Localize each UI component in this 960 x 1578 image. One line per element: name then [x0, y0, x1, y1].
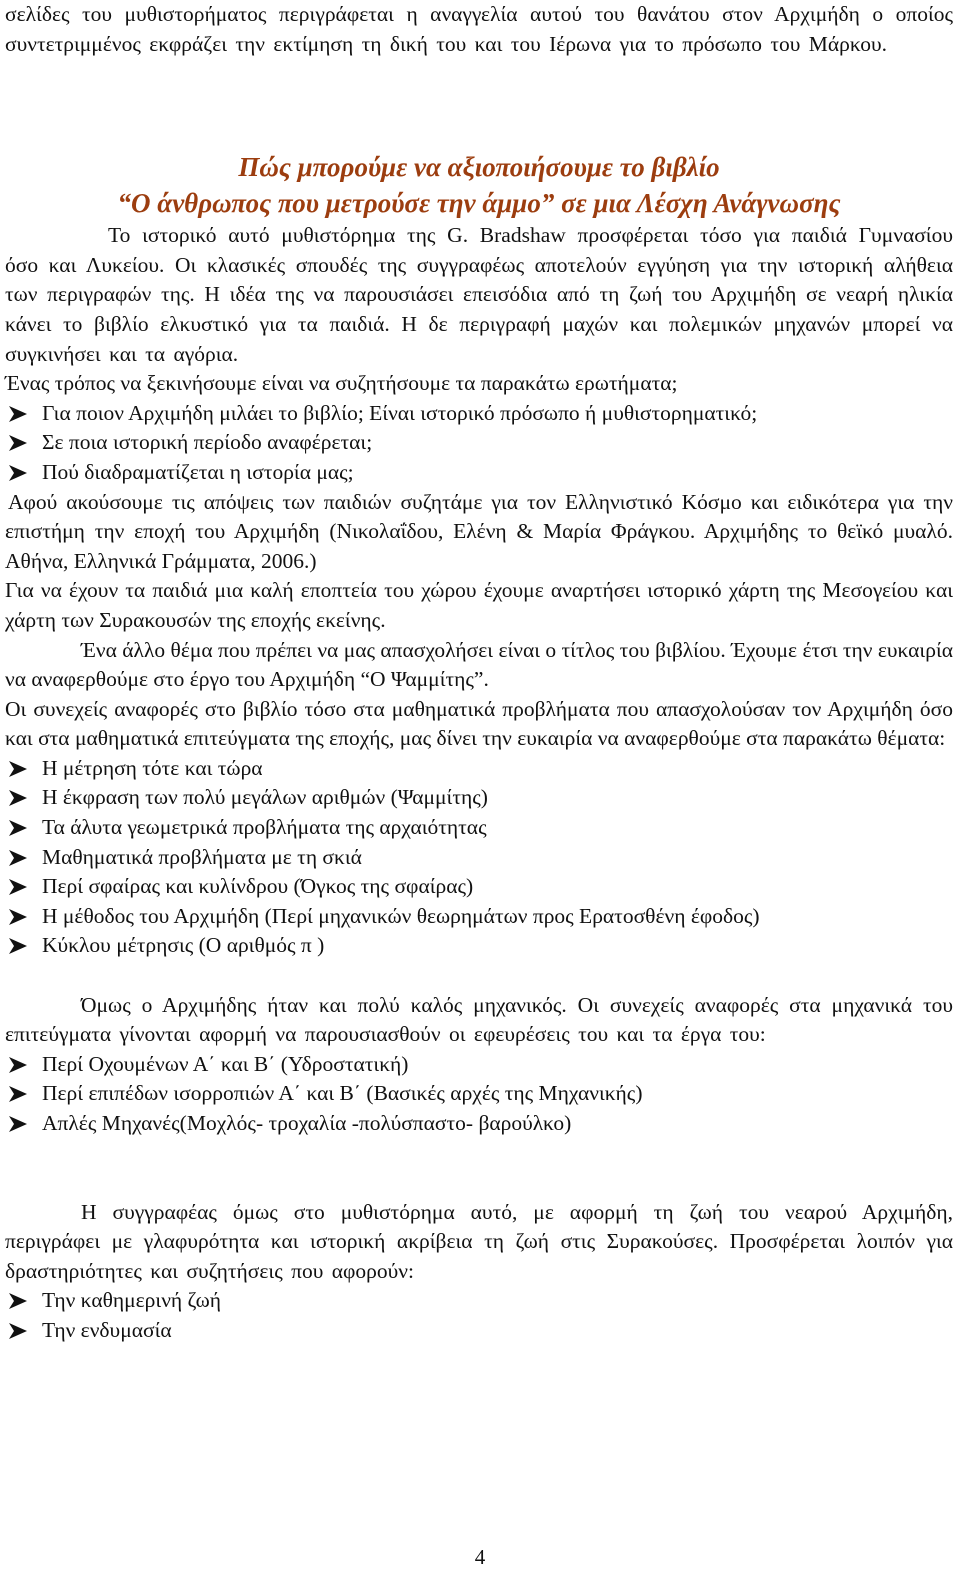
paragraph-hellenistic: Αφού ακούσουμε τις απόψεις των παιδιών συζητάμε για τον Ελληνιστικό Κόσμο και ειδικότερα για την επιστήμη την εποχή του Αρχιμήδη (Νικολαΐδου, Ελένη & Μαρία Φράγκου. Αρχιμήδης το θεϊκό μυαλό. Αθήνα, Ελληνικά Γράμματα, 2006.) — [5, 489, 953, 573]
spacer — [5, 1139, 953, 1198]
arrow-bullet-icon — [7, 1286, 31, 1310]
arrow-bullet-icon — [7, 872, 31, 896]
arrow-bullet-icon — [7, 399, 31, 423]
list-item — [5, 843, 953, 873]
paragraph-math: Οι συνεχείς αναφορές στο βιβλίο τόσο στα μαθηματικά προβλήματα που απασχολούσαν τον Αρχιμήδη όσο και στα μαθηματικά επιτεύγματα της εποχής, μας δίνει την ευκαιρία να αναφερθούμε στα παρακάτω θέματα: — [5, 696, 953, 751]
activities-list — [5, 1286, 953, 1345]
list-item-text: Η μέτρηση τότε και τώρα — [42, 755, 263, 780]
list-item-text: Απλές Μηχανές(Μοχλός- τροχαλία -πολύσπαστο- βαρούλκο) — [42, 1111, 572, 1135]
list-item — [5, 783, 953, 813]
arrow-bullet-icon — [7, 1316, 31, 1340]
page-number: 4 — [474, 1545, 486, 1569]
arrow-bullet-icon — [7, 931, 31, 955]
list-item — [5, 1050, 953, 1080]
section-heading — [5, 149, 953, 221]
list-item — [5, 1109, 953, 1139]
paragraph-intro-book: Το ιστορικό αυτό μυθιστόρημα της G. Bradshaw προσφέρεται τόσο για παιδιά Γυμνασίου όσο και Λυκείου. Οι κλασικές σπουδές της συγγραφέως αποτελούν εγγύηση για την ιστορική αλήθεια των περιγραφών της. Η ιδέα της να παρουσιάσει επεισόδια από τη ζωή του Αρχιμήδη σε νεαρή ηλικία κάνει το βιβλίο ελκυστικό για τα παιδιά. Η δε περιγραφή μαχών και πολεμικών μηχανών μπορεί να συγκινήσει και τα αγόρια. — [5, 223, 953, 366]
list-item-text: Για ποιον Αρχιμήδη μιλάει το βιβλίο; Είναι ιστορικό πρόσωπο ή μυθιστορηματικό; — [42, 400, 758, 425]
list-item-text: Πού διαδραματίζεται η ιστορία μας; — [42, 459, 354, 484]
arrow-bullet-icon — [7, 843, 31, 867]
paragraph-title: Ένα άλλο θέμα που πρέπει να μας απασχολήσει είναι ο τίτλος του βιβλίου. Έχουμε έτσι την ευκαιρία να αναφερθούμε στο έργο του Αρχιμήδη “Ο Ψαμμίτης”. — [5, 637, 953, 692]
list-item-text: Κύκλου μέτρησις (Ο αριθμός π ) — [42, 933, 325, 958]
list-item-text: Σε ποια ιστορική περίοδο αναφέρεται; — [42, 430, 373, 455]
arrow-bullet-icon — [7, 783, 31, 807]
arrow-bullet-icon — [7, 902, 31, 926]
heading-line-2: “Ο άνθρωπος που μετρούσε την άμμο” σε μια Λέσχη Ανάγνωσης — [117, 188, 841, 219]
heading-line-1: Πώς μπορούμε να αξιοποιήσουμε το βιβλίο — [238, 152, 720, 183]
list-item — [5, 1316, 953, 1346]
spacer — [5, 961, 953, 991]
arrow-bullet-icon — [7, 428, 31, 452]
list-item — [5, 813, 953, 843]
list-item — [5, 428, 953, 458]
arrow-bullet-icon — [7, 1109, 31, 1133]
list-item-text: Περί επιπέδων ισορροπιών Α΄ και Β΄ (Βασικές αρχές της Μηχανικής) — [42, 1081, 643, 1106]
list-item-text: Την καθημερινή ζωή — [42, 1288, 222, 1313]
document-page — [5, 0, 953, 1346]
list-item-text: Την ενδυμασία — [42, 1317, 172, 1342]
list-item — [5, 902, 953, 932]
questions-list — [5, 399, 953, 488]
list-item — [5, 399, 953, 429]
list-item-text: Τα άλυτα γεωμετρικά προβλήματα της αρχαιότητας — [42, 815, 487, 840]
list-item-text: Μαθηματικά προβλήματα με τη σκιά — [42, 844, 362, 869]
arrow-bullet-icon — [7, 1050, 31, 1074]
arrow-bullet-icon — [7, 458, 31, 482]
list-item — [5, 872, 953, 902]
list-item-text: Η μέθοδος του Αρχιμήδη (Περί μηχανικών θεωρημάτων προς Ερατοσθένη έφοδος) — [42, 903, 760, 928]
paragraph-maps: Για να έχουν τα παιδιά μια καλή εποπτεία του χώρου έχουμε αναρτήσει ιστορικό χάρτη της Μεσογείου και χάρτη των Συρακουσών της εποχής εκείνης. — [5, 578, 953, 632]
list-item-text: Περί Οχουμένων Α΄ και Β΄ (Υδροστατική) — [42, 1051, 409, 1076]
works-list — [5, 1050, 953, 1139]
list-item — [5, 1079, 953, 1109]
intro-paragraph: σελίδες του μυθιστορήματος περιγράφεται η αναγγελία αυτού του θανάτου στον Αρχιμήδη ο οποίος συντετριμμένος εκφράζει την εκτίμηση τη δική του και του Ιέρωνα για το πρόσωπο του Μάρκου. — [5, 2, 953, 56]
list-item — [5, 754, 953, 784]
paragraph-questions-lead: Ένας τρόπος να ξεκινήσουμε είναι να συζητήσουμε τα παρακάτω ερωτήματα; — [5, 371, 678, 396]
paragraph-syracuse: Η συγγραφέας όμως στο μυθιστόρημα αυτό, με αφορμή τη ζωή του νεαρού Αρχιμήδη, περιγράφει με γλαφυρότητα και ιστορική ακρίβεια τη ζωή στις Συρακούσες. Προσφέρεται λοιπόν για δραστηριότητες και συζητήσεις που αφορούν: — [5, 1199, 953, 1283]
arrow-bullet-icon — [7, 813, 31, 837]
list-item-text: Περί σφαίρας και κυλίνδρου (Όγκος της σφαίρας) — [42, 874, 474, 899]
paragraph-engineer: Όμως ο Αρχιμήδης ήταν και πολύ καλός μηχανικός. Οι συνεχείς αναφορές στα μηχανικά του επιτεύγματα γίνονται αφορμή να παρουσιασθούν οι εφευρέσεις του και τα έργα του: — [5, 992, 953, 1047]
list-item-text: Η έκφραση των πολύ μεγάλων αριθμών (Ψαμμίτης) — [42, 785, 488, 810]
topics-list — [5, 754, 953, 961]
list-item — [5, 931, 953, 961]
list-item — [5, 1286, 953, 1316]
arrow-bullet-icon — [7, 754, 31, 778]
arrow-bullet-icon — [7, 1079, 31, 1103]
list-item — [5, 458, 953, 488]
